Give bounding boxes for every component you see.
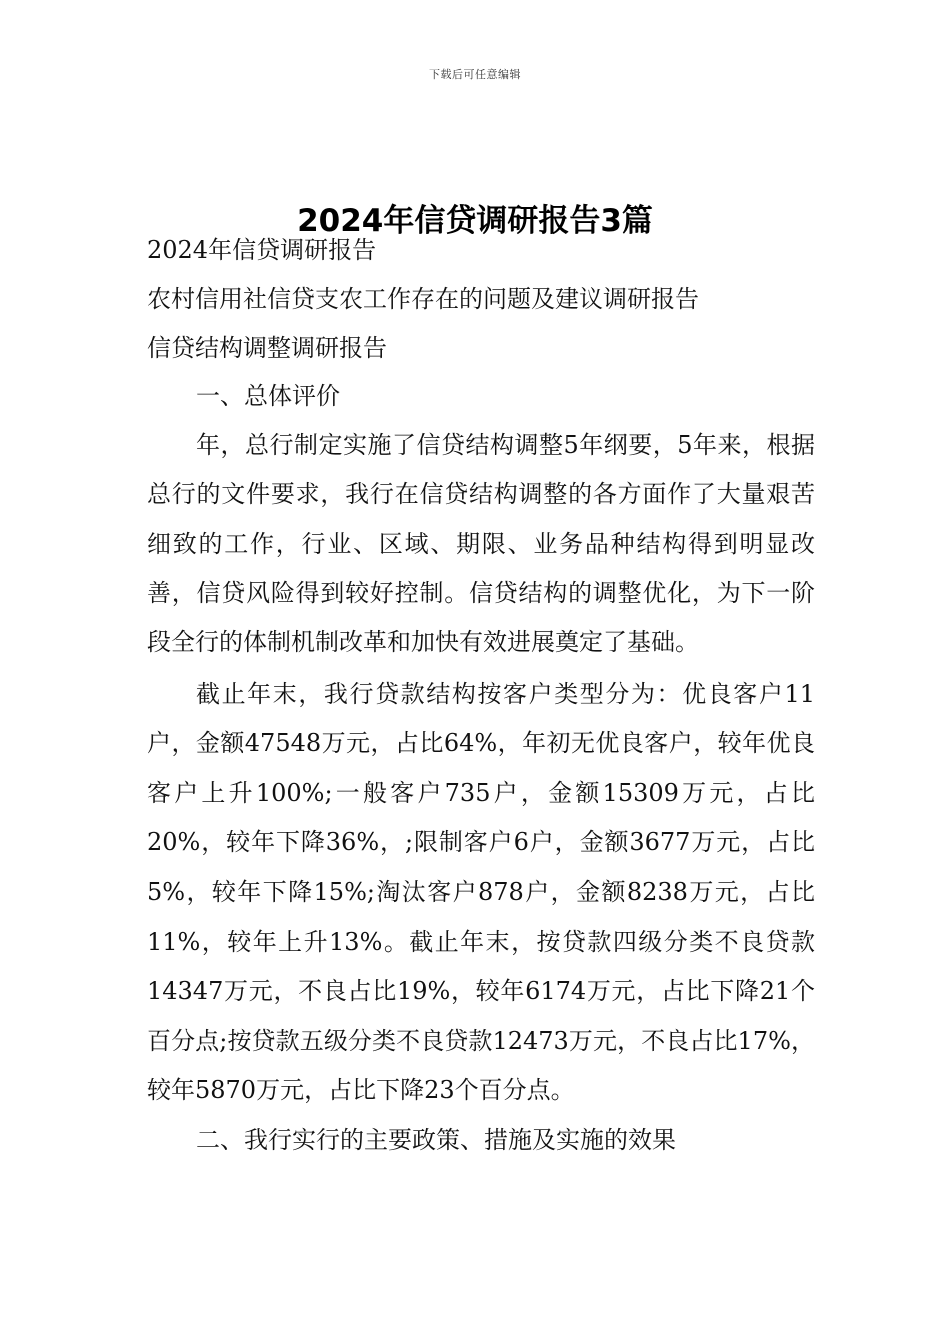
document-body [147,226,815,1165]
section-heading-1: 一、总体评价 [196,382,340,411]
page-header-note: 下载后可任意编辑 [429,68,521,81]
toc-item-2: 农村信用社信贷支农工作存在的问题及建议调研报告 [147,284,699,313]
body-paragraph-2: 截止年末，我行贷款结构按客户类型分为：优良客户11户，金额47548万元，占比64%，年初无优良客户，较年优良客户上升100%;一般客户735户，金额15309万元，占比20%，较年下降36%，;限制客户6户，金额3677万元，占比5%，较年下降15%;淘汰客户878户，金额8238万元，占比11%，较年上升13%。截止年末，按贷款四级分类不良贷款14347万元，不良占比19%，较年6174万元，占比下降21个百分点;按贷款五级分类不良贷款12473万元，不良占比17%，较年5870万元，占比下降23个百分点。 [147,679,815,1105]
toc-item-3: 信贷结构调整调研报告 [147,333,387,362]
toc-item-1: 2024年信贷调研报告 [147,236,377,264]
body-paragraph-1: 年，总行制定实施了信贷结构调整5年纲要，5年来，根据总行的文件要求，我行在信贷结构调整的各方面作了大量艰苦细致的工作，行业、区域、期限、业务品种结构得到明显改善，信贷风险得到较好控制。信贷结构的调整优化，为下一阶段全行的体制机制改革和加快有效进展奠定了基础。 [147,431,815,657]
section-heading-2: 二、我行实行的主要政策、措施及实施的效果 [196,1126,676,1155]
document-title: 2024年信贷调研报告3篇 [297,202,653,239]
